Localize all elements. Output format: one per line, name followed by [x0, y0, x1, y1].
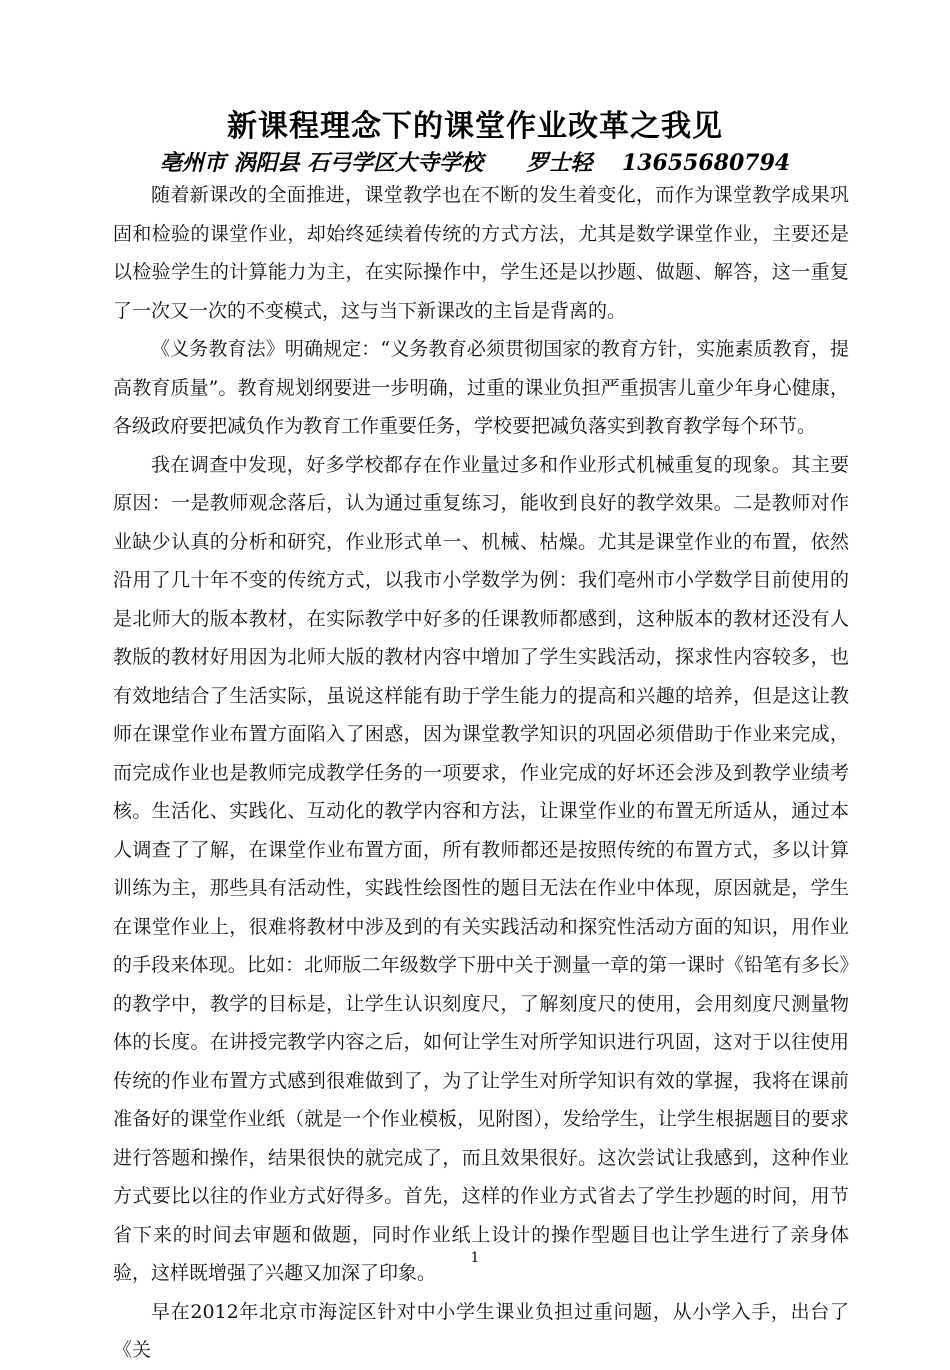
paragraph: 我在调查中发现，好多学校都存在作业量过多和作业形式机械重复的现象。其主要原因：一是教师观念落后，认为通过重复练习，能收到良好的教学效果。二是教师对作业缺少认真的分析和研究，作业形式单一、机械、枯燥。尤其是课堂作业的布置，依然沿用了几十年不变的传统方式，以我市小学数学为例：我们亳州市小学数学目前使用的是北师大的版本教材，在实际教学中好多的任课教师都感到，这种版本的教材还没有人教版的教材好用因为北师大版的教材内容中增加了学生实践活动，探求性内容较多，也有效地结合了生活实际，虽说这样能有助于学生能力的提高和兴趣的培养，但是这让教师在课堂作业布置方面陷入了困惑，因为课堂教学知识的巩固必须借助于作业来完成，而完成作业也是教师完成教学任务的一项要求，作业完成的好坏还会涉及到教学业绩考核。生活化、实践化、互动化的教学内容和方法，让课堂作业的布置无所适从，通过本人调查了了解，在课堂作业布置方面，所有教师都还是按照传统的布置方式，多以计算训练为主，那些具有活动性，实践性绘图性的题目无法在作业中体现，原因就是，学生在课堂作业上，很难将教材中涉及到的有关实践活动和探究性活动方面的知识，用作业的手段来体现。比如：北师版二年级数学下册中关于测量一章的第一课时《铅笔有多长》的教学中，教学的目标是，让学生认识刻度尺，了解刻度尺的使用，会用刻度尺测量物体的长度。在讲授完教学内容之后，如何让学生对所学知识进行巩固，这对于以往使用传统的作业布置方式感到很难做到了，为了让学生对所学知识有效的掌握，我将在课前准备好的课堂作业纸（就是一个作业模板，见附图），发给学生，让学生根据题目的要求进行答题和操作，结果很快的就完成了，而且效果很好。这次尝试让我感到，这种作业方式要比以往的作业方式好得多。首先，这样的作业方式省去了学生抄题的时间，用节省下来的时间去审题和做题，同时作业纸上设计的操作型题目也让学生进行了亲身体验，这样既增强了兴趣又加深了印象。	[113, 453, 849, 1284]
paragraph: 早在2012年北京市海淀区针对中小学生课业负担过重问题，从小学入手，出台了《关	[113, 1300, 849, 1361]
author-city: 亳州市	[159, 150, 226, 176]
document-body	[113, 176, 849, 1370]
author-name: 罗士轻	[526, 150, 593, 176]
document-title: 新课程理念下的课堂作业改革之我见	[227, 109, 723, 144]
paragraph: 《义务教育法》明确规定：“义务教育必须贯彻国家的教育方针，实施素质教育，提高教育质量”。教育规划纲要进一步明确，过重的课业负担严重损害儿童少年身心健康，各级政府要把减负作为教育工作重要任务，学校要把减负落实到教育教学每个环节。	[113, 338, 849, 437]
author-county: 涡阳县	[233, 150, 300, 176]
page-number: 1	[470, 1250, 480, 1266]
author-line	[0, 148, 950, 178]
author-school: 石弓学区大寺学校	[307, 150, 484, 176]
paragraph: 随着新课改的全面推进，课堂教学也在不断的发生着变化，而作为课堂教学成果巩固和检验的课堂作业，却始终延续着传统的方式方法，尤其是数学课堂作业，主要还是以检验学生的计算能力为主，在实际操作中，学生还是以抄题、做题、解答，这一重复了一次又一次的不变模式，这与当下新课改的主旨是背离的。	[113, 184, 849, 322]
author-phone: 13655680794	[621, 150, 791, 176]
